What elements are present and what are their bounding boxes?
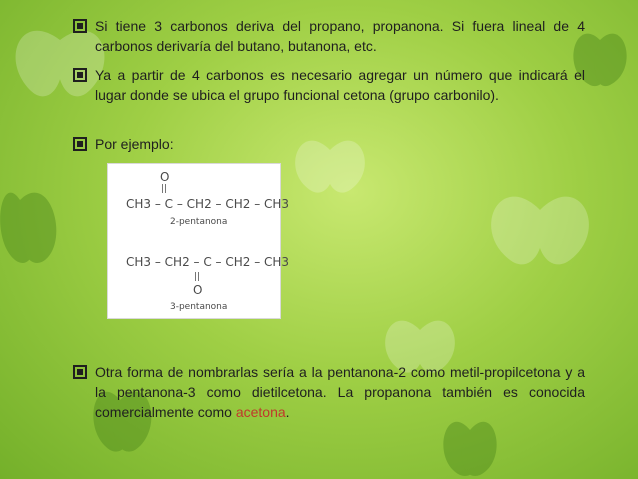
bullet-item [95, 16, 585, 56]
bullet-item [95, 65, 585, 105]
bullet-text-end: . [285, 404, 290, 420]
structural-formula: CH3 – C – CH2 – CH2 – CH3 [126, 197, 290, 211]
bullet-text: Ya a partir de 4 carbonos es necesario agregar un número que indicará el lugar donde se ubica el grupo funcional cetona (grupo carbonilo). [95, 67, 585, 103]
oxygen-label: O [160, 170, 170, 184]
checkbox-icon [73, 19, 87, 33]
checkbox-icon [73, 68, 87, 82]
bullet-text: Por ejemplo: [95, 136, 174, 152]
checkbox-icon [73, 365, 87, 379]
bullet-text: Otra forma de nombrarlas sería a la pentanona-2 como metil-propilcetona y a la pentanona-3 como dietilcetona. La propanona también es conocida comercialmente como [95, 364, 585, 420]
bullet-item [95, 362, 585, 422]
highlighted-term: acetona [235, 404, 286, 420]
bullet-text: Si tiene 3 carbonos deriva del propano, propanona. Si fuera lineal de 4 carbonos derivaría del butano, butanona, etc. [95, 18, 585, 54]
checkbox-icon [73, 137, 87, 151]
compound-name: 3-pentanona [170, 302, 228, 312]
structural-formula: CH3 – CH2 – C – CH2 – CH3 [126, 255, 290, 269]
structure-image [107, 163, 290, 319]
oxygen-label: O [193, 283, 203, 297]
bullet-item [95, 134, 585, 154]
compound-name: 2-pentanona [170, 217, 228, 227]
double-bond: || [194, 272, 201, 282]
double-bond: || [161, 184, 168, 194]
